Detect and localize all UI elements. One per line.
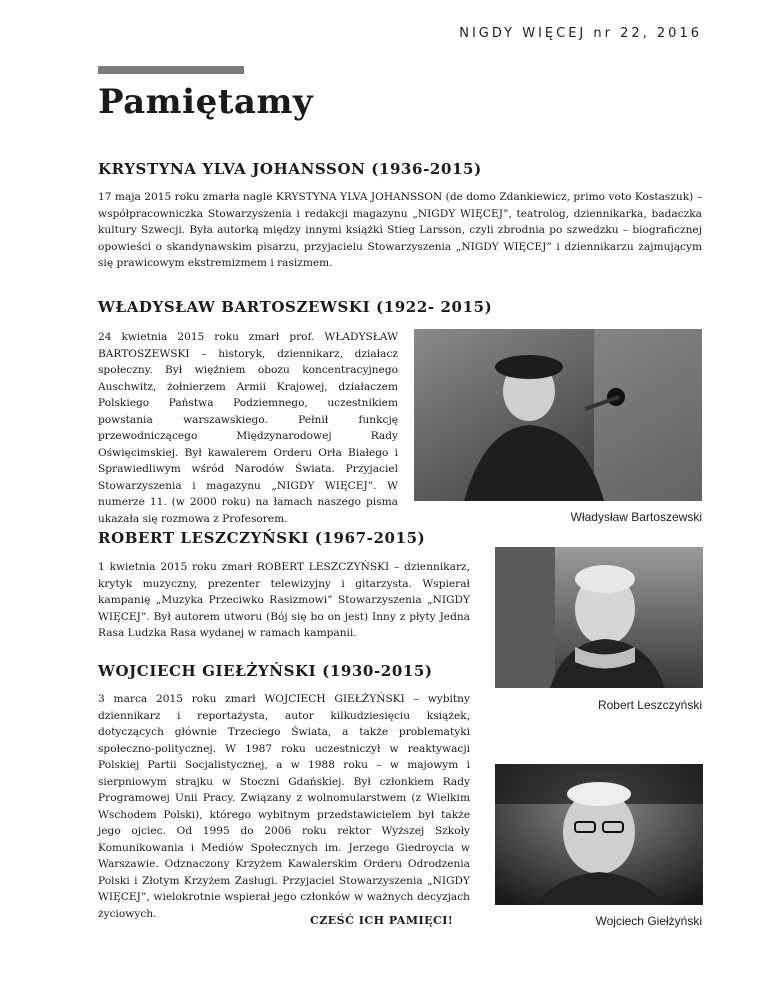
- photo-leszczynski: [495, 547, 703, 688]
- caption-bartoszewski: Władysław Bartoszewski: [570, 510, 702, 524]
- magazine-header: NIGDY WIĘCEJ nr 22, 2016: [459, 26, 702, 41]
- section-text-johansson: 17 maja 2015 roku zmarła nagle KRYSTYNA YLVA JOHANSSON (de domo Zdankiewicz, primo voto Kostaszuk) – współpracowniczka Stowarzyszenia i redakcji magazynu „NIGDY WIĘCEJ”, teatrolog, dziennikarka, badaczka kultury Szwecji. Była autorką między innymi książki Stieg Larsson, czyli zbrodnia po szwedzku – biograficznej opowieści o skandynawskim pisarzu, przyjacielu Stowarzyszenia „NIGDY WIĘCEJ” i dziennikarzu zajmującym się prawicowym ekstremizmem i rasizmem.: [98, 191, 702, 269]
- caption-gielzynski: Wojciech Giełżyński: [595, 914, 702, 928]
- section-heading-johansson: KRYSTYNA YLVA JOHANSSON (1936-2015): [98, 160, 482, 178]
- photo-bartoszewski: [414, 329, 702, 501]
- photo-gielzynski: [495, 764, 703, 905]
- caption-leszczynski: Robert Leszczyński: [597, 698, 702, 712]
- section-text-bartoszewski: 24 kwietnia 2015 roku zmarł prof. WŁADYSŁAW BARTOSZEWSKI – historyk, dziennikarz, działacz społeczny. Był więźniem obozu koncentracyjnego Auschwitz, żołnierzem Armii Krajowej, działaczem Polskiego Państwa Podziemnego, uczestnikiem powstania warszawskiego. Pełnił funkcję przewodniczącego Międzynarodowej Rady Oświęcimskiej. Był kawalerem Orderu Orła Białego i Sprawiedliwym wśród Narodów Świata. Przyjaciel Stowarzyszenia i magazynu „NIGDY WIĘCEJ”. W numerze 11. (w 2000 roku) na łamach naszego pisma ukazała się rozmowa z Profesorem.: [98, 331, 398, 525]
- page-title: Pamiętamy: [98, 82, 314, 122]
- closing-line: CZEŚĆ ICH PAMIĘCI!: [310, 914, 454, 927]
- section-text-gielzynski: 3 marca 2015 roku zmarł WOJCIECH GIEŁŻYŃSKI – wybitny dziennikarz i reportażysta, autor kilkudziesięciu książek, dotyczących głównie Trzeciego Świata, a także problematyki społeczno-politycznej. W 1987 roku uczestniczył w reaktywacji Polskiej Partii Socjalistycznej, a w 1988 roku – w majowym i sierpniowym strajku w Stoczni Gdańskiej. Był członkiem Rady Programowej Unii Pracy. Związany z wolnomularstwem (z Wielkim Wschodem Polski), którego wybitnym przedstawicielem był także jego ojciec. Od 1995 do 2006 roku rektor Wyższej Szkoły Komunikowania i Mediów Społecznych im. Jerzego Giedroycia w Warszawie. Odznaczony Krzyżem Kawalerskim Orderu Odrodzenia Polski i Złotym Krzyżem Zasługi. Przyjaciel Stowarzyszenia „NIGDY WIĘCEJ”, wielokrotnie wspierał jego członków w ważnych decyzjach życiowych.: [98, 693, 470, 920]
- section-text-leszczynski: 1 kwietnia 2015 roku zmarł ROBERT LESZCZYŃSKI – dziennikarz, krytyk muzyczny, prezenter telewizyjny i gitarzysta. Wspierał kampanię „Muzyka Przeciwko Rasizmowi” Stowarzyszenia „NIGDY WIĘCEJ”. Był autorem utworu (Bój się bo on jest) Inny z płyty Jedna Rasa Ludzka Rasa wydanej w ramach kampanii.: [98, 561, 470, 639]
- section-heading-leszczynski: ROBERT LESZCZYŃSKI (1967-2015): [98, 529, 426, 547]
- title-bar: [98, 66, 244, 74]
- section-heading-bartoszewski: WŁADYSŁAW BARTOSZEWSKI (1922- 2015): [98, 298, 493, 316]
- section-heading-gielzynski: WOJCIECH GIEŁŻYŃSKI (1930-2015): [98, 662, 433, 680]
